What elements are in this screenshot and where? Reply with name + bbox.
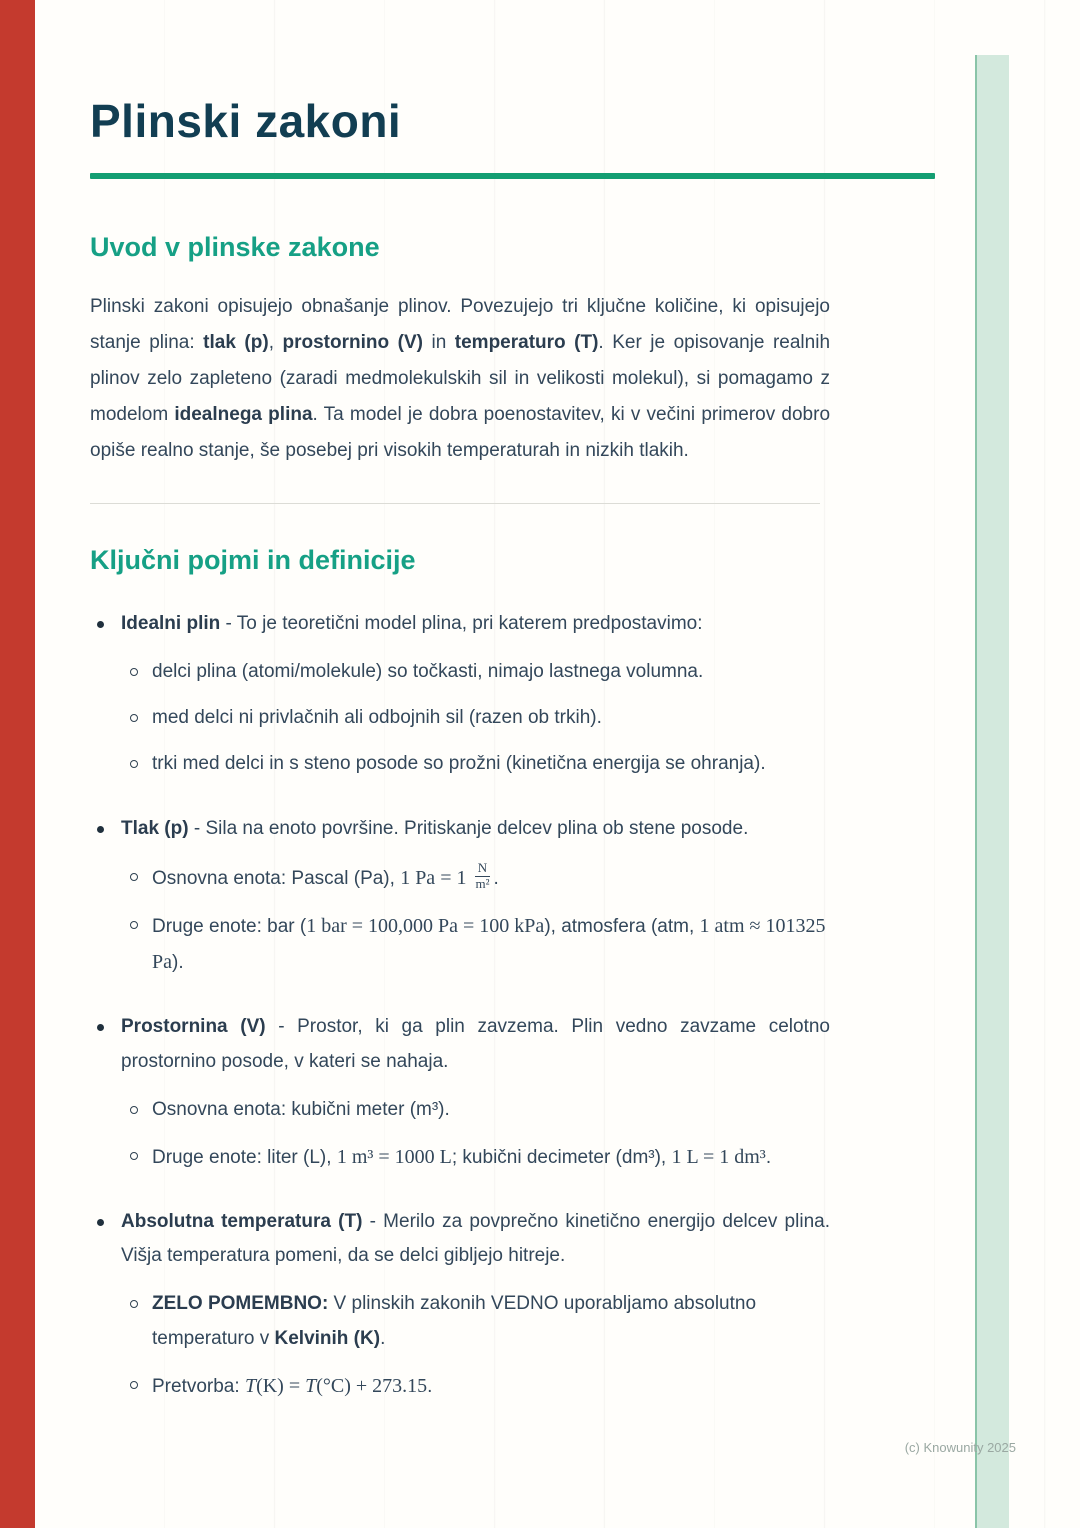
list-item-row [90,607,830,641]
page-content [90,96,935,1434]
sub-list [90,1093,830,1175]
list-item-row [90,812,830,846]
sub-bullet-marker [130,1152,138,1160]
right-accent-strip [975,55,1009,1528]
section-heading-intro: Uvod v plinske zakone [90,231,380,262]
list-item-text: Tlak (p) - Sila na enoto površine. Pritiskanje delcev plina ob stene posode. [121,817,749,839]
bullet-marker [97,1024,104,1031]
sub-list-item [130,860,830,896]
sub-item-text: med delci ni privlačnih ali odbojnih sil (razen ob trkih). [152,707,602,729]
list-item-text: Idealni plin - To je teoretični model plina, pri katerem predpostavimo: [121,612,703,634]
sub-item-row [130,1287,830,1355]
list-item-row [90,1010,830,1078]
sub-bullet-marker [130,1300,138,1308]
copyright-note: (c) Knowunity 2025 [904,1440,1016,1455]
sub-bullet-marker [130,714,138,722]
list-item-row [90,1205,830,1273]
sub-item-text: ZELO POMEMBNO: V plinskih zakonih VEDNO uporabljamo absolutno temperaturo v Kelvinih (K). [152,1293,757,1349]
list-item-text: Prostornina (V) - Prostor, ki ga plin zavzema. Plin vedno zavzame celotno prostornino posode, v kateri se nahaja. [121,1016,830,1072]
sub-item-row [130,655,830,689]
sub-item-row [130,1093,830,1127]
sub-item-row [130,1139,830,1175]
sub-item-text: delci plina (atomi/molekule) so točkasti, nimajo lastnega volumna. [152,661,704,683]
left-accent-strip [0,0,35,1528]
sub-list [90,655,830,782]
sub-list-item [130,1287,830,1355]
sub-item-row [130,701,830,735]
sub-list-item [130,1368,830,1404]
sub-list-item [130,1093,830,1127]
sub-bullet-marker [130,921,138,929]
list-item-tlak [90,812,830,981]
section-heading-definitions: Ključni pojmi in definicije [90,545,416,576]
list-item-prostornina [90,1010,830,1175]
sub-list [90,860,830,981]
sub-bullet-marker [130,1106,138,1114]
sub-item-text: trki med delci in s steno posode so prožni (kinetična energija se ohranja). [152,753,766,775]
sub-item-row [130,747,830,781]
sub-item-row [130,1368,830,1404]
bullet-marker [97,1219,104,1226]
sub-list [90,1287,830,1404]
sub-bullet-marker [130,873,138,881]
sub-list-item [130,747,830,781]
sub-list-item [130,1139,830,1175]
bullet-marker [97,826,104,833]
sub-list-item [130,655,830,689]
bullet-marker [97,621,104,628]
sub-item-text: Osnovna enota: Pascal (Pa), 1 Pa = 1 $\frac{N}{\text{m²}}$ . [152,860,499,892]
sub-item-text: Druge enote: liter (L), 1 m³ = 1000 L; kubični decimeter (dm³), 1 L = 1 dm³. [152,1145,772,1168]
sub-item-text: Osnovna enota: kubični meter (m³). [152,1098,450,1120]
sub-bullet-marker [130,1381,138,1389]
section-divider [90,503,820,504]
sub-bullet-marker [130,668,138,676]
sub-item-text: Druge enote: bar (1 bar = 100,000 Pa = 100 kPa), atmosfera (atm, 1 atm ≈ 101325 Pa). [152,914,826,974]
sub-bullet-marker [130,760,138,768]
sub-item-row [130,860,830,896]
list-item-idealni-plin [90,607,830,782]
definitions-list [90,607,830,1404]
sub-item-row [130,908,830,980]
intro-paragraph: Plinski zakoni opisujejo obnašanje plinov. Povezujejo tri ključne količine, ki opisujejo stanje plina: tlak (p), prostornino (V) in temperaturo (T). Ker je opisovanje realnih plinov zelo zapleteno (zaradi medmolekulskih sil in velikosti molekul), si pomagamo z modelom idealnega plina. Ta model je dobra poenostavitev, ki v večini primerov dobro opiše realno stanje, še posebej pri visokih temperaturah in nizkih tlakih. [90,295,831,462]
page-title: Plinski zakoni [90,95,402,147]
list-item-absolutna-temperatura [90,1205,830,1404]
sub-item-text: Pretvorba: T(K) = T(°C) + 273.15. [152,1374,433,1397]
section-definitions [90,544,935,1404]
title-underline-rule [90,173,935,179]
sub-list-item [130,701,830,735]
section-intro [90,231,935,470]
list-item-text: Absolutna temperatura (T) - Merilo za povprečno kinetično energijo delcev plina. Višja temperatura pomeni, da se delci gibljejo hitreje. [121,1211,830,1267]
sub-list-item [130,908,830,980]
